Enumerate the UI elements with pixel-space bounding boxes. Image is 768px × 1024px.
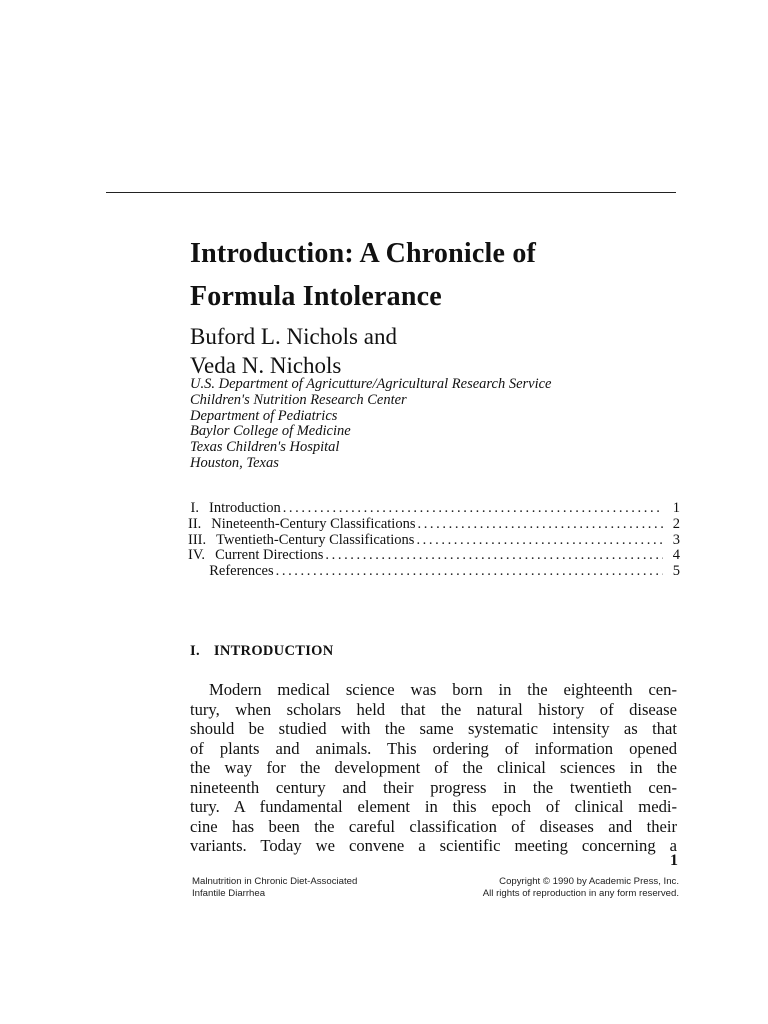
- affiliation-line: Baylor College of Medicine: [190, 423, 351, 440]
- toc-entry-page: 4: [672, 547, 680, 564]
- body-line: cine has been the careful classification of diseases and their: [190, 816, 677, 836]
- toc-entry-page: 2: [672, 515, 680, 532]
- toc-entry: [188, 533, 680, 549]
- toc-entry-title: Introduction: [209, 500, 281, 516]
- body-line: tury. A fundamental element in this epoch of clinical medi-: [190, 797, 677, 816]
- affiliation-line: Children's Nutrition Research Center: [190, 391, 407, 408]
- author-line-1: Buford L. Nichols and: [190, 324, 397, 349]
- body-line: tury, when scholars held that the natural history of disease: [190, 699, 677, 719]
- footer-book-title-line: Malnutrition in Chronic Diet-Associated: [192, 876, 358, 887]
- toc-entry: [188, 501, 680, 517]
- author-list: [190, 322, 397, 380]
- toc-entry-title: Current Directions: [215, 547, 324, 564]
- toc-entry: [188, 564, 680, 580]
- table-of-contents: [188, 501, 680, 580]
- body-line: of plants and animals. This ordering of information opened: [190, 738, 677, 758]
- chapter-title-line-2: Formula Intolerance: [190, 281, 442, 312]
- toc-leader-dots: [276, 564, 663, 580]
- footer-copyright: [483, 876, 679, 899]
- page-number: 1: [670, 852, 678, 869]
- body-line: the way for the development of the clinical sciences in the: [190, 758, 677, 777]
- affiliation-line: Houston, Texas: [190, 454, 279, 471]
- affiliation-block: [190, 377, 552, 472]
- footer-book-title-line: Infantile Diarrhea: [192, 887, 266, 899]
- affiliation-line: Texas Children's Hospital: [190, 439, 340, 456]
- toc-entry: [188, 517, 680, 533]
- top-rule: [106, 192, 676, 193]
- affiliation-line: Department of Pediatrics: [190, 407, 338, 424]
- section-number: I.: [190, 643, 200, 659]
- footer-copyright-line: Copyright © 1990 by Academic Press, Inc.: [499, 876, 679, 887]
- toc-entry-page: 1: [672, 500, 680, 516]
- body-paragraph: [190, 680, 677, 856]
- toc-entry-number: I.: [190, 500, 200, 516]
- chapter-title: [190, 232, 690, 318]
- body-line: nineteenth century and their progress in the twentieth cen-: [190, 777, 677, 797]
- body-line: Modern medical science was born in the eighteenth cen-: [209, 680, 677, 699]
- section-heading: [190, 643, 334, 660]
- toc-entry-title: Nineteenth-Century Classifications: [211, 515, 416, 532]
- toc-entry-page: 3: [672, 531, 680, 548]
- toc-entry-page: 5: [672, 563, 680, 580]
- toc-entry-number: III.: [188, 531, 207, 548]
- toc-leader-dots: [325, 548, 662, 564]
- body-line: variants. Today we convene a scientific meeting concerning a: [190, 836, 677, 855]
- toc-leader-dots: [283, 501, 663, 517]
- toc-entry-title: References: [209, 563, 274, 580]
- chapter-title-line-1: Introduction: A Chronicle of: [190, 238, 537, 269]
- footer-copyright-line: All rights of reproduction in any form reserved.: [482, 887, 679, 899]
- section-title: INTRODUCTION: [213, 643, 334, 659]
- toc-entry-title: Twentieth-Century Classifications: [216, 531, 415, 548]
- toc-entry-number: IV.: [188, 547, 206, 564]
- toc-entry-number: II.: [188, 515, 202, 532]
- toc-leader-dots: [417, 517, 662, 533]
- body-line: should be studied with the same systematic intensity as that: [190, 719, 677, 738]
- toc-leader-dots: [416, 533, 662, 549]
- footer-book-title: [192, 876, 357, 899]
- affiliation-line: U.S. Department of Agricutture/Agricultural Research Service: [190, 376, 552, 392]
- author-line-2: Veda N. Nichols: [190, 353, 342, 378]
- toc-entry: [188, 548, 680, 564]
